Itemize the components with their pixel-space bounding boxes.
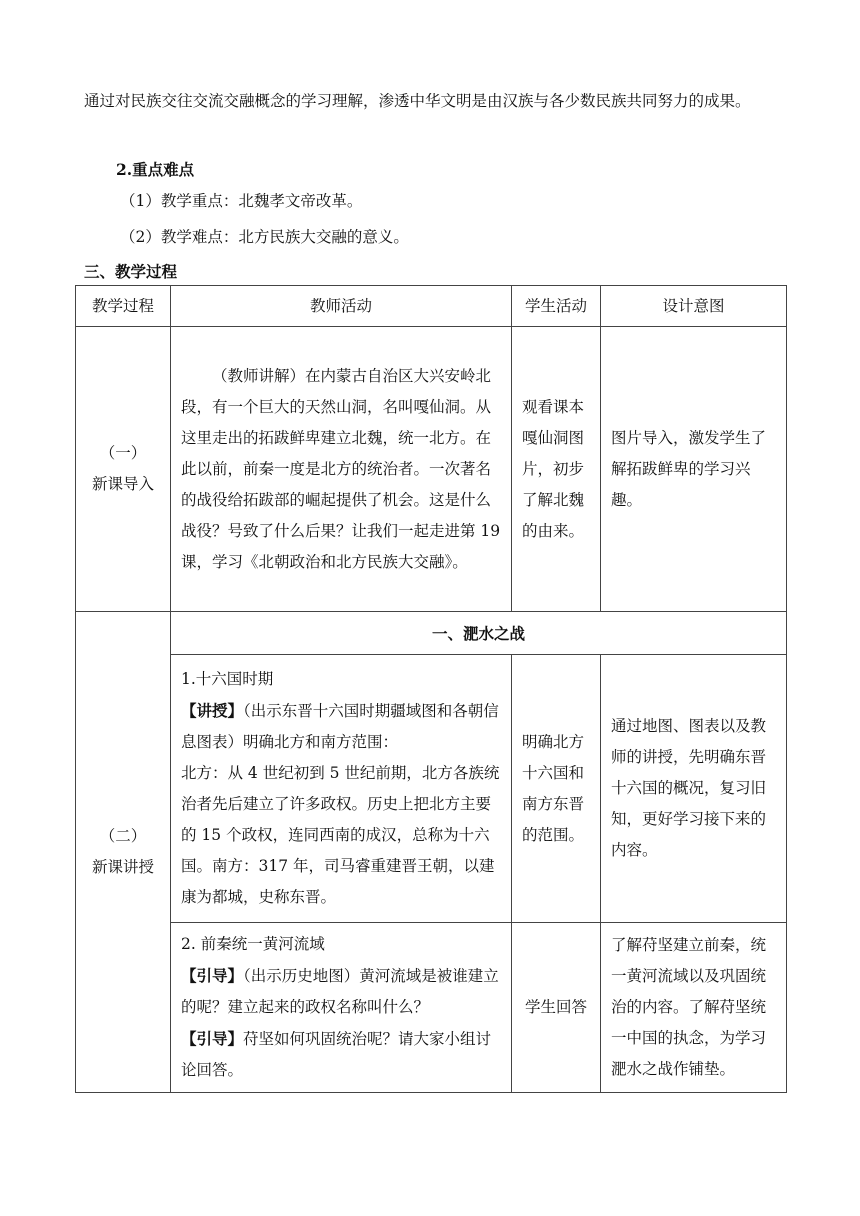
table-header-row	[76, 286, 787, 327]
table-row	[76, 923, 787, 1093]
process-heading: 三、教学过程	[84, 262, 178, 281]
guide-tag: 【引导】	[181, 966, 244, 985]
key-point-item: （1）教学重点：北魏孝文帝改革。	[120, 192, 363, 210]
lecture-text: （出示东晋十六国时期疆域图和各朝信息图表）明确北方和南方范围：	[181, 702, 499, 751]
guide-text: 苻坚如何巩固统治呢？请大家小组讨论回答。	[181, 1030, 492, 1079]
item-title: 1.十六国时期	[181, 670, 274, 688]
phase-name: 新课导入	[91, 475, 154, 493]
guide-text: （出示历史地图）黄河流域是被谁建立的呢？建立起来的政权名称叫什么？	[181, 967, 499, 1016]
guide-line	[181, 1023, 501, 1086]
design-intent: 通过地图、图表以及教师的讲授，先明确东晋十六国的概况，复习旧知，更好学习接下来的内容。	[601, 655, 787, 923]
guide-tag: 【引导】	[181, 1029, 244, 1048]
column-header: 设计意图	[601, 286, 787, 327]
column-header: 教学过程	[76, 286, 171, 327]
key-points-heading: 2.重点难点	[116, 160, 195, 179]
phase-number: （一）	[99, 444, 147, 462]
lecture-detail: 北方：从 4 世纪初到 5 世纪前期，北方各族统治者先后建立了许多政权。历史上把北方主要的 15 个政权，连同西南的成汉，总称为十六国。南方：317 年，司马睿重建晋王朝，以建康为都城，史称东晋。	[181, 764, 500, 906]
intro-paragraph: 通过对民族交往交流交融概念的学习理解，渗透中华文明是由汉族与各少数民族共同努力的成果。	[84, 92, 751, 110]
teacher-activity	[171, 655, 512, 923]
design-intent: 了解苻坚建立前秦，统一黄河流域以及巩固统治的内容。了解苻坚统一中国的执念，为学习淝水之战作铺垫。	[601, 923, 787, 1093]
student-activity: 观看课本嘎仙洞图片，初步了解北魏的由来。	[512, 327, 601, 612]
lecture-tag: 【讲授】	[181, 701, 244, 720]
difficulty-item: （2）教学难点：北方民族大交融的意义。	[120, 228, 409, 246]
design-intent: 图片导入，激发学生了解拓跋鲜卑的学习兴趣。	[601, 327, 787, 612]
student-activity: 明确北方十六国和南方东晋的范围。	[512, 655, 601, 923]
phase-number: （二）	[99, 827, 147, 845]
teacher-activity: （教师讲解）在内蒙古自治区大兴安岭北段，有一个巨大的天然山洞，名叫嘎仙洞。从这里走出的拓跋鲜卑建立北魏，统一北方。在此以前，前秦一度是北方的统治者。一次著名的战役给拓跋部的崛起提供了机会。这是什么战役？号致了什么后果？让我们一起走进第 19 课，学习《北朝政治和北方民族大交融》。	[171, 327, 512, 612]
teacher-activity	[171, 923, 512, 1093]
column-header: 教师活动	[171, 286, 512, 327]
table-row	[76, 655, 787, 923]
section-title: 一、淝水之战	[171, 612, 787, 655]
process-table	[75, 285, 787, 1093]
column-header: 学生活动	[512, 286, 601, 327]
phase-label	[76, 327, 171, 612]
student-activity: 学生回答	[512, 923, 601, 1093]
table-row	[76, 327, 787, 612]
lecture-line	[181, 695, 501, 758]
table-row	[76, 612, 787, 655]
phase-name: 新课讲授	[91, 858, 154, 876]
guide-line	[181, 960, 501, 1023]
phase-label	[76, 612, 171, 1093]
item-title: 2. 前秦统一黄河流域	[181, 935, 325, 953]
